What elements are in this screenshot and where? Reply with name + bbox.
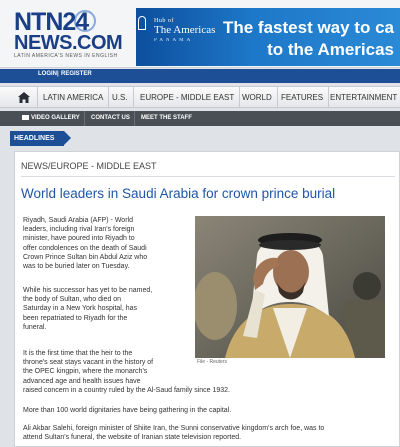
paragraph-line: attend Sultan's funeral, the website of Iranian state television reported. [23, 434, 242, 442]
nav-world[interactable]: WORLD [237, 87, 278, 108]
section-divider [21, 176, 395, 177]
main-nav [0, 86, 400, 108]
paragraph-1 [23, 216, 191, 271]
paragraph-line: minister, have poured into Riyadh to [23, 235, 135, 243]
paragraph-line: It is the first time that the heir to the [23, 350, 133, 357]
paragraph-line: funeral. [23, 323, 47, 331]
ad-headline-2: to the Americas [267, 40, 394, 59]
sub-nav [0, 111, 400, 126]
register-link[interactable]: REGISTER [61, 71, 92, 77]
site-logo[interactable] [14, 8, 132, 62]
paragraph-line: the body of Sultan, who died on [23, 296, 122, 304]
headlines-tab[interactable]: HEADLINES [10, 131, 64, 146]
ad-brand-sub: PANAMA [154, 38, 194, 44]
subnav-contact-us[interactable]: CONTACT US [87, 111, 135, 126]
login-bar [0, 69, 400, 83]
article-section[interactable]: NEWS/EUROPE - MIDDLE EAST [21, 161, 157, 171]
paragraph-line: was to be buried later on Tuesday. [23, 263, 130, 271]
subnav-meet-the-staff[interactable]: MEET THE STAFF [141, 115, 192, 121]
paragraph-4: More than 100 world dignitaries have being gathering in the capital. [23, 407, 232, 414]
article-panel [14, 151, 400, 447]
paragraph-line: raised concern in a country ruled by the Al-Saud family since 1932. [23, 386, 231, 394]
ad-brand-big: The Americas [154, 24, 216, 36]
login-link[interactable]: LOGIN [38, 71, 57, 77]
ad-brand-small: Hub of [154, 18, 174, 24]
article-title: World leaders in Saudi Arabia for crown prince burial [21, 186, 336, 201]
home-icon [18, 92, 30, 103]
paragraph-line: leaders, including rival Iran's foreign [23, 226, 135, 234]
logo-line2: NEWS.COM [14, 32, 123, 54]
nav-europe-middle-east[interactable]: EUROPE - MIDDLE EAST [135, 87, 240, 108]
ad-headline-1: The fastest way to ca [222, 18, 394, 37]
paragraph-2 [23, 286, 191, 332]
nav-home[interactable] [0, 87, 38, 108]
paragraph-line: been repatriated to Riyadh for the [23, 314, 128, 322]
subnav-video-gallery[interactable] [18, 111, 85, 126]
site-header [0, 0, 400, 68]
ad-brand [144, 18, 216, 43]
paragraph-line: Saturday in a New York hospital, has [23, 305, 138, 313]
login-separator: | [57, 71, 59, 77]
logo-line1: NTN24 [14, 8, 89, 36]
paragraph-5 [23, 424, 397, 442]
video-camera-icon [22, 115, 29, 120]
paragraph-line: Riyadh, Saudi Arabia (AFP) - World [23, 217, 133, 224]
paragraph-line: the OPEC kingpin, where the monarch's [23, 368, 148, 376]
subnav-video-gallery-label: VIDEO GALLERY [31, 115, 80, 121]
paragraph-line: throne's seat stays vacant in the history of [23, 359, 154, 367]
banner-ad[interactable] [136, 8, 400, 66]
nav-us[interactable]: U.S. [107, 87, 134, 108]
photo-caption: File - Reuters [197, 359, 228, 365]
paragraph-line: Crown Prince Sultan bin Abdul Aziz who [23, 253, 148, 261]
logo-tagline: LATIN AMERICA'S NEWS IN ENGLISH [14, 53, 118, 59]
nav-features[interactable]: FEATURES [276, 87, 329, 108]
paragraph-line: advanced age and health issues have [23, 377, 141, 385]
paragraph-line: While his successor has yet to be named, [23, 287, 153, 294]
article-photo[interactable] [195, 216, 385, 358]
nav-entertainment[interactable]: ENTERTAINMENT [330, 93, 398, 102]
photo-illustration [195, 216, 385, 358]
paragraph-line: Ali Akbar Salehi, foreign minister of Shiite Iran, the Sunni conservative kingdom's arch foe, was to [23, 425, 325, 432]
nav-latin-america[interactable]: LATIN AMERICA [38, 87, 109, 108]
paragraph-line: offer condolences on the death of Saudi [23, 244, 147, 252]
